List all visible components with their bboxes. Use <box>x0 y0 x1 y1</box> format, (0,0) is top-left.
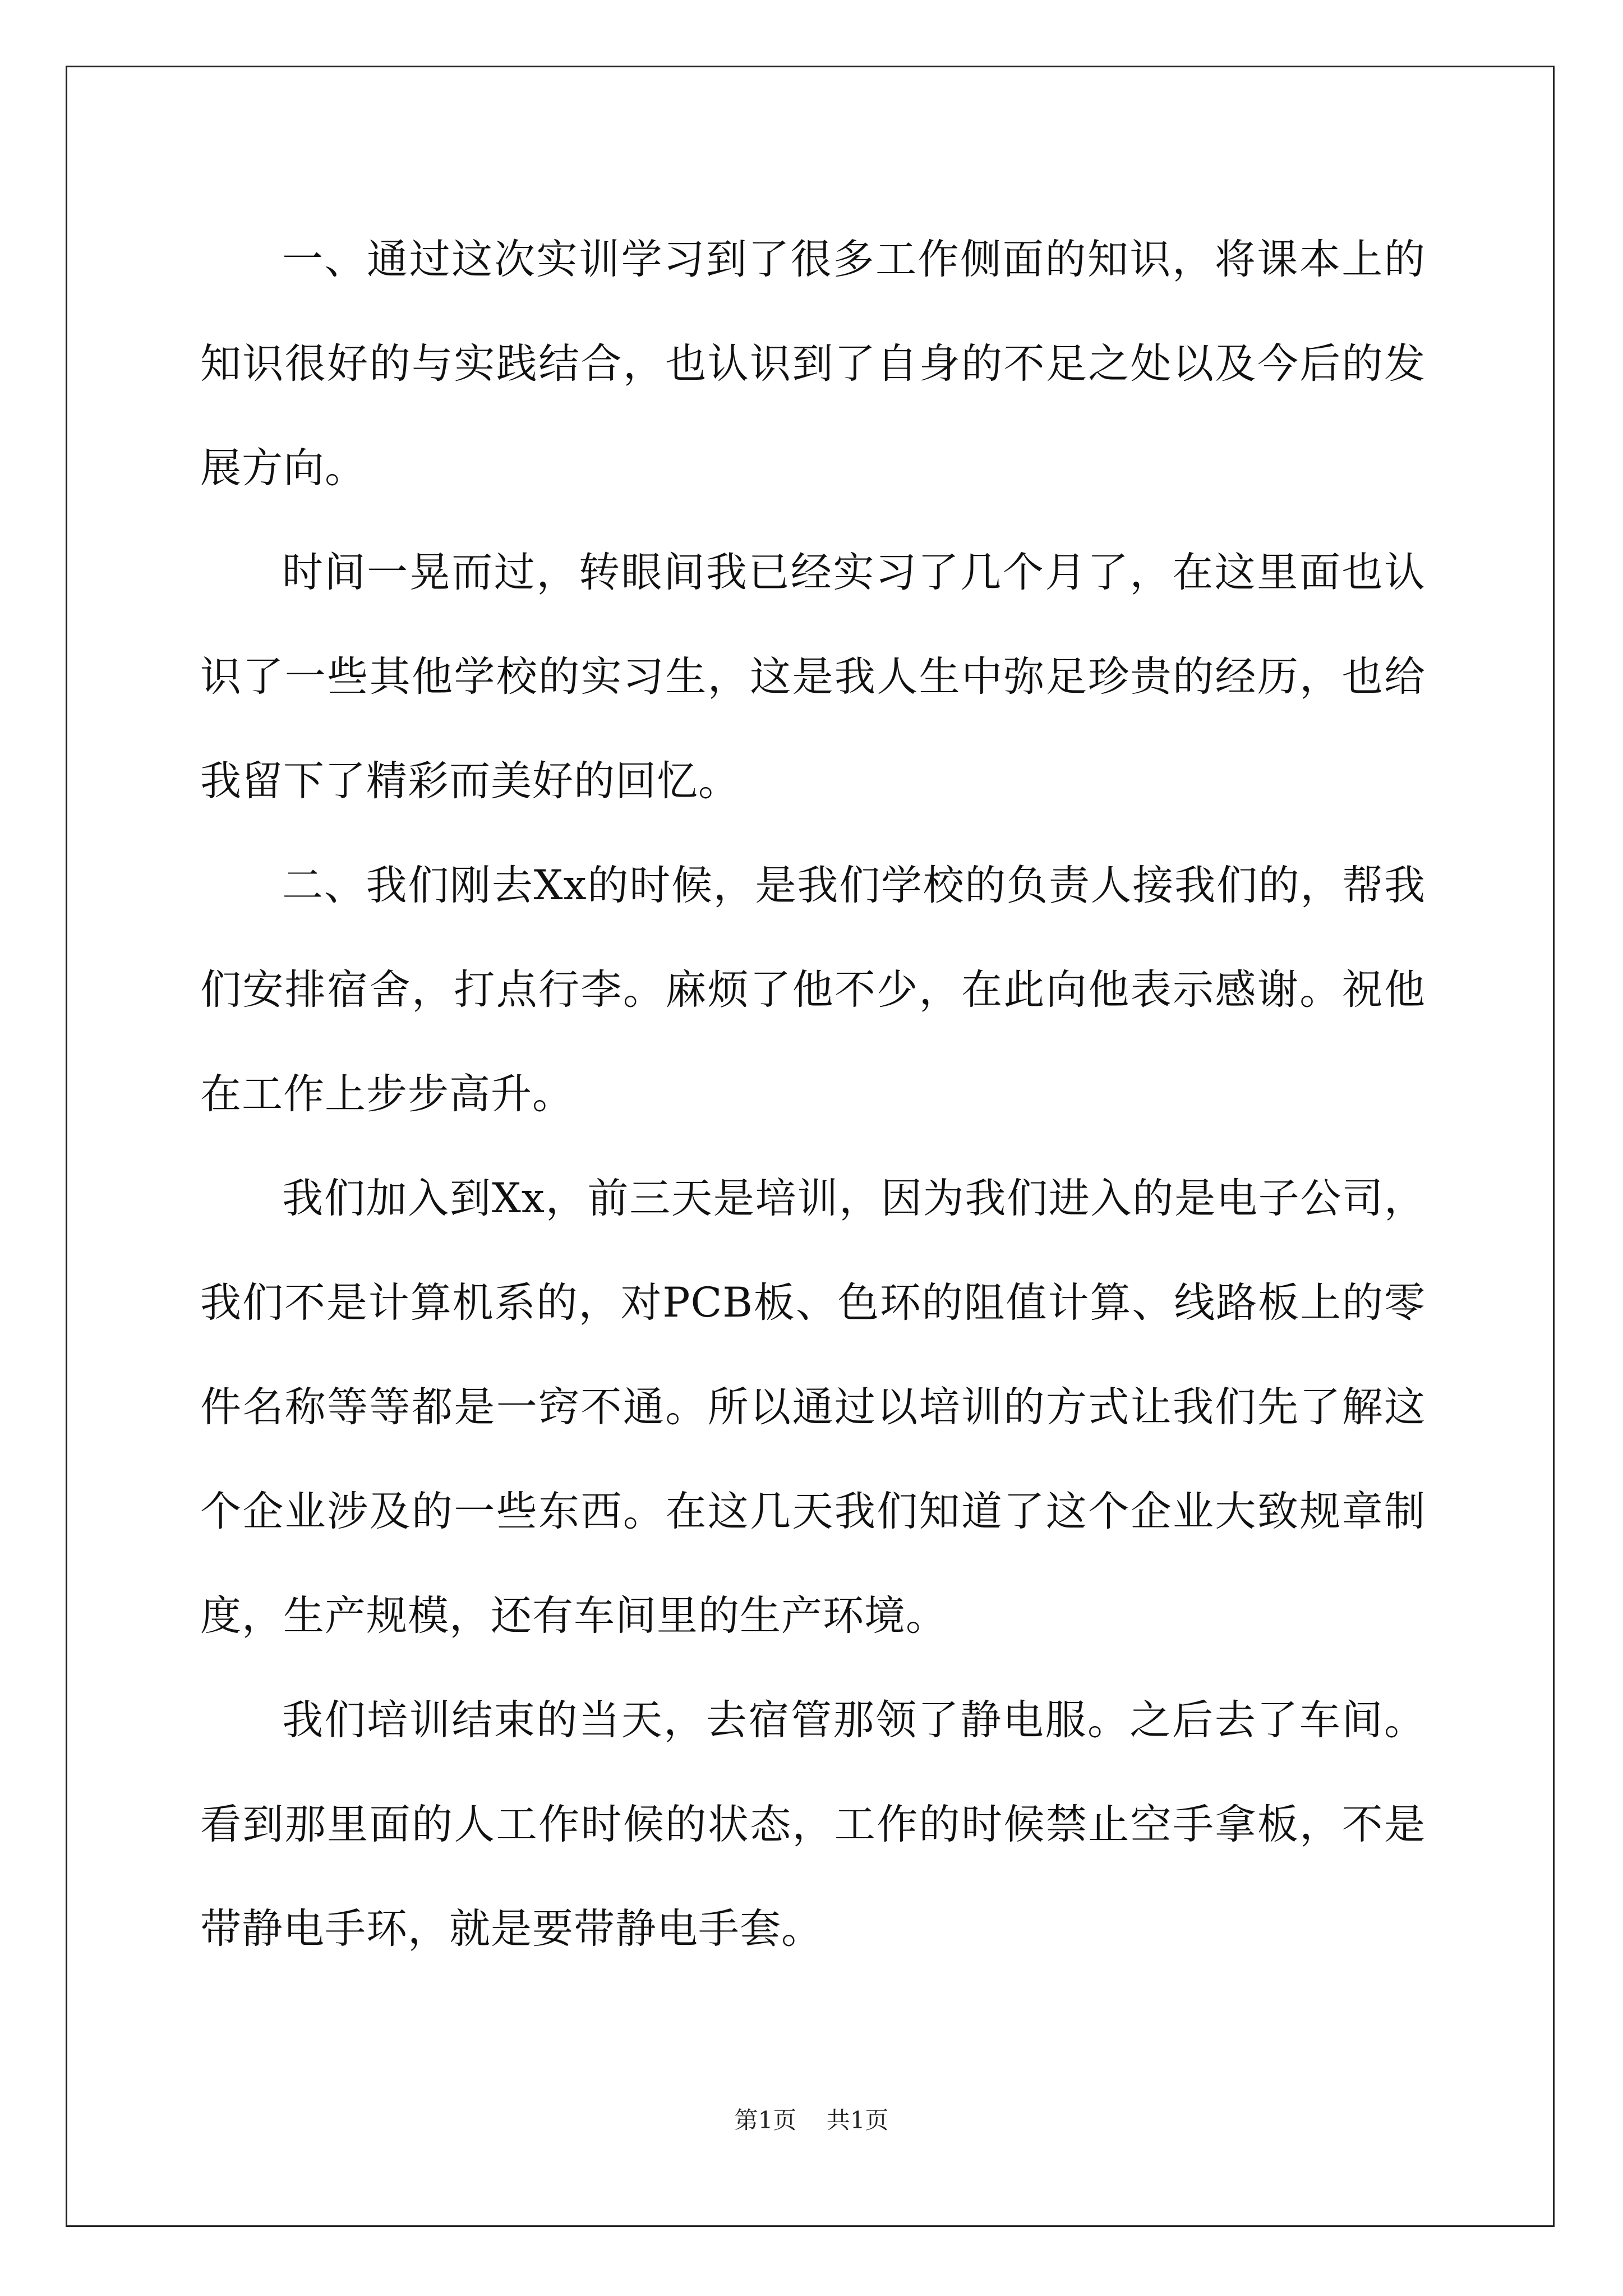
paragraph-4: 我们加入到Xx，前三天是培训，因为我们进入的是电子公司，我们不是计算机系的，对PCB板、色环的阻值计算、线路板上的零件名称等等都是一窍不通。所以通过以培训的方式让我们先了解这个企业涉及的一些东西。在这几天我们知道了这个企业大致规章制度，生产规模，还有车间里的生产环境。 <box>200 1175 1426 1640</box>
page-total: 共1页 <box>826 2106 889 2134</box>
page-footer <box>0 2104 1623 2137</box>
paragraph-2: 时间一晃而过，转眼间我已经实习了几个月了，在这里面也认识了一些其他学校的实习生，这是我人生中弥足珍贵的经历，也给我留下了精彩而美好的回忆。 <box>200 549 1426 805</box>
page-number: 第1页 <box>734 2106 797 2134</box>
paragraph-3: 二、我们刚去Xx的时候，是我们学校的负责人接我们的，帮我们安排宿舍，打点行李。麻烦了他不少，在此向他表示感谢。祝他在工作上步步高升。 <box>200 862 1426 1118</box>
paragraph-1: 一、通过这次实训学习到了很多工作侧面的知识，将课本上的知识很好的与实践结合，也认识到了自身的不足之处以及今后的发展方向。 <box>200 236 1426 492</box>
document-body <box>200 208 1426 1981</box>
paragraph-5: 我们培训结束的当天，去宿管那领了静电服。之后去了车间。看到那里面的人工作时候的状态，工作的时候禁止空手拿板，不是带静电手环，就是要带静电手套。 <box>200 1696 1426 1953</box>
